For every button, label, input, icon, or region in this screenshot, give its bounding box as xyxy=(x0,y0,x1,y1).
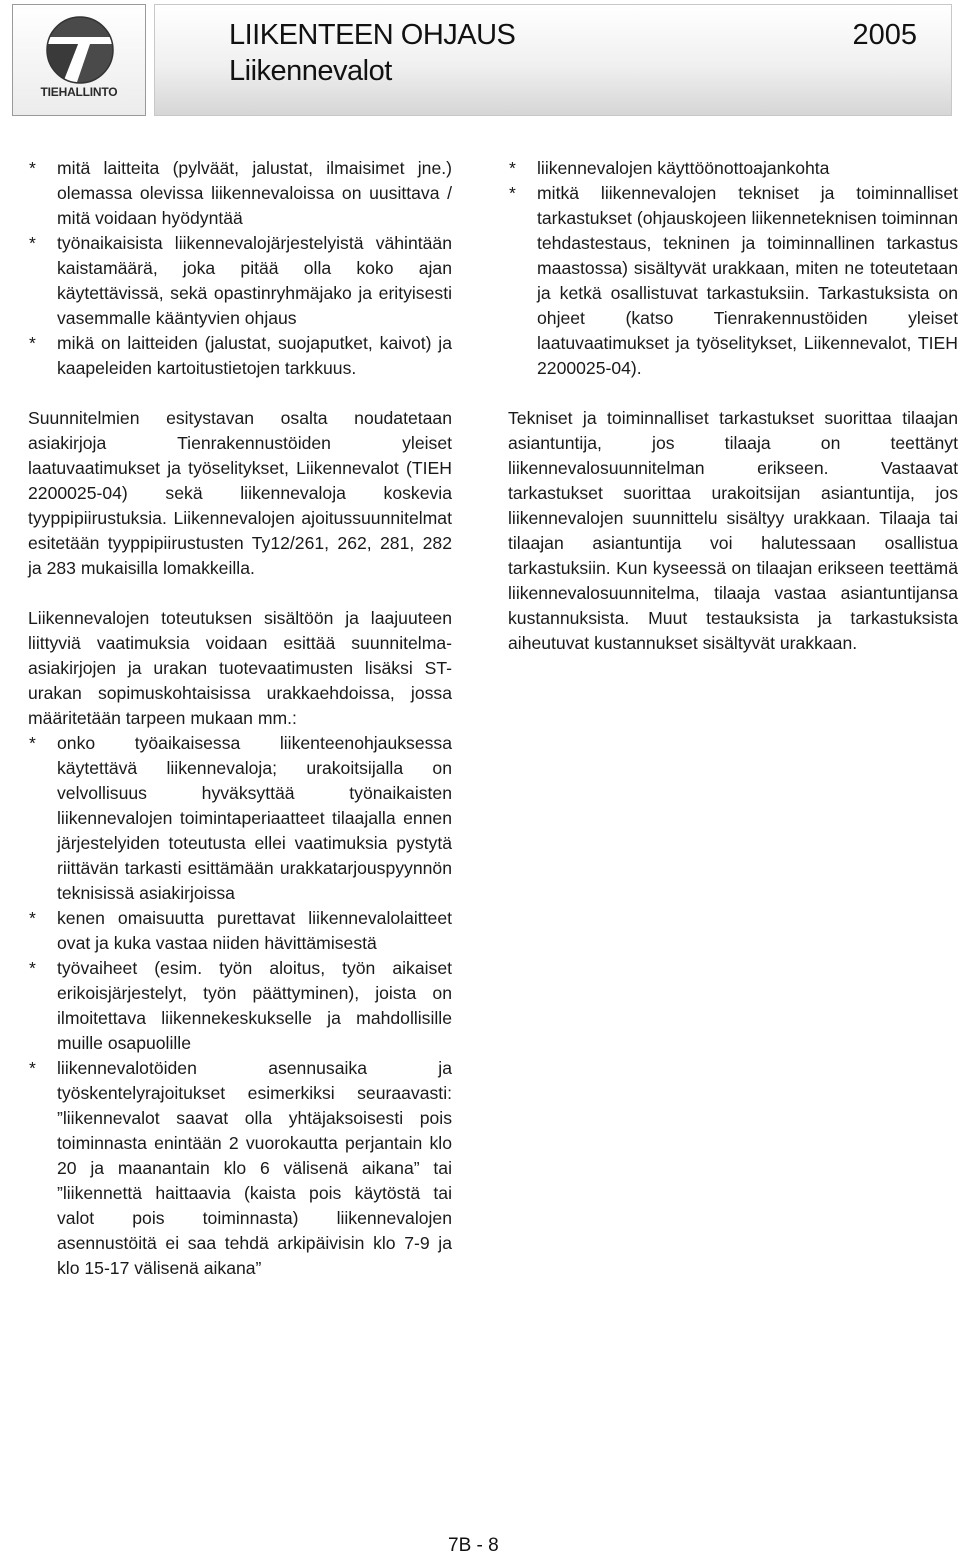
document-year: 2005 xyxy=(852,19,917,51)
road-emblem-icon xyxy=(34,15,126,85)
list-item: * liikennevalojen käyttöönottoajankohta xyxy=(508,156,958,181)
title-banner xyxy=(154,4,952,116)
list-item: * liikennevalotöiden asennusaika ja työskentelyrajoitukset esimerkiksi seuraavasti: ”liikennevalot saavat olla yhtäjaksoisesti pois toiminnasta enintään 2 vuorokautta perjantain klo 20 ja maanantain klo 6 välisenä aikana” tai ”liikennettä haittaavia (kaista pois käytöstä tai valot pois toiminnasta) liikennevalojen asennustöitä ei saa tehdä arkipäivisin klo 7-9 ja klo 15-17 välisenä aikana” xyxy=(28,1056,452,1281)
page-number: 7B - 8 xyxy=(448,1535,499,1556)
document-title: LIIKENTEEN OHJAUS xyxy=(229,19,516,51)
bullet-list-top-right xyxy=(508,156,958,381)
list-item: * mitkä liikennevalojen tekniset ja toiminnalliset tarkastukset (ohjauskojeen liikenneteknisen toiminnan tehdastestaus, tekninen ja toiminnallinen tarkastus maastossa) sisältyvät urakkaan, miten ne toteutetaan ja ketkä osallistuvat tarkastuksiin. Tarkastuksista on ohjeet (katso Tienrakennustöiden yleiset laatuvaatimukset ja työselitykset, Liikennevalot, TIEH 2200025-04). xyxy=(508,181,958,381)
bullet-list-bottom-left xyxy=(28,731,452,1281)
bullet-list-top-left xyxy=(28,156,452,381)
tiehallinto-logo xyxy=(12,4,146,116)
page-header xyxy=(12,4,952,116)
list-item: * kenen omaisuutta purettavat liikennevalolaitteet ovat ja kuka vastaa niiden hävittämisestä xyxy=(28,906,452,956)
paragraph: Liikennevalojen toteutuksen sisältöön ja laajuuteen liittyviä vaatimuksia voidaan esittää suunnitelma-asiakirjojen ja urakan tuotevaatimusten lisäksi ST-urakan sopimuskohtaisissa urakkaehdoissa, jossa määritetään tarpeen mukaan mm.: xyxy=(28,608,452,728)
list-item: * onko työaikaisessa liikenteenohjauksessa käytettävä liikennevaloja; urakoitsijalla on velvollisuus hyväksyttää työnaikaisten liikennevalojen toimintaperiaatteet tilaajalla ennen järjestelyiden toteutusta ellei vaatimuksia pystytä riittävän tarkasti esittämään urakkatarjouspyynnön teknisissä asiakirjoissa xyxy=(28,731,452,906)
list-item: * mitä laitteita (pylväät, jalustat, ilmaisimet jne.) olemassa olevissa liikennevaloissa on uusittava / mitä voidaan hyödyntää xyxy=(28,156,452,231)
list-item: * työvaiheet (esim. työn aloitus, työn aikaiset erikoisjärjestelyt, työn päättyminen), joista on ilmoitettava liikennekeskukselle ja mahdollisille muille osapuolille xyxy=(28,956,452,1056)
right-column xyxy=(508,156,958,656)
document-subtitle: Liikennevalot xyxy=(229,55,392,87)
paragraph: Tekniset ja toiminnalliset tarkastukset suorittaa tilaajan asiantuntija, jos tilaaja on teettänyt liikennevalosuunnitelman erikseen. Vastaavat tarkastukset suorittaa urakoitsijan asiantuntija, jos liikennevalojen suunnittelu sisältyy urakkaan. Tilaaja tai tilaajan asiantuntija voi halutessaan osallistua tarkastuksiin. Kun kyseessä on tilaajan erikseen teettämä liikennevalosuunnitelma, tilaaja vastaa asiantuntijansa kustannuksista. Muut testauksista ja tarkastuksista aiheutuvat kustannukset sisältyvät urakkaan. xyxy=(508,408,958,653)
list-item: * mikä on laitteiden (jalustat, suojaputket, kaivot) ja kaapeleiden kartoitustietojen tarkkuus. xyxy=(28,331,452,381)
paragraph: Suunnitelmien esitystavan osalta noudatetaan asiakirjoja Tienrakennustöiden yleiset laatuvaatimukset ja työselitykset, Liikennevalot (TIEH 2200025-04) sekä liikennevaloja koskevia tyyppipiirustuksia. Liikennevalojen ajoitussuunnitelmat esitetään tyyppipiirustusten Ty12/261, 262, 281, 282 ja 283 mukaisilla lomakkeilla. xyxy=(28,408,452,578)
left-column xyxy=(28,156,452,1281)
list-item: * työnaikaisista liikennevalojärjestelyistä vähintään kaistamäärä, joka pitää olla koko ajan käytettävissä, sekä opastinryhmäjako ja erityisesti vasemmalle kääntyvien ohjaus xyxy=(28,231,452,331)
logo-wordmark: TIEHALLINTO xyxy=(40,85,118,99)
